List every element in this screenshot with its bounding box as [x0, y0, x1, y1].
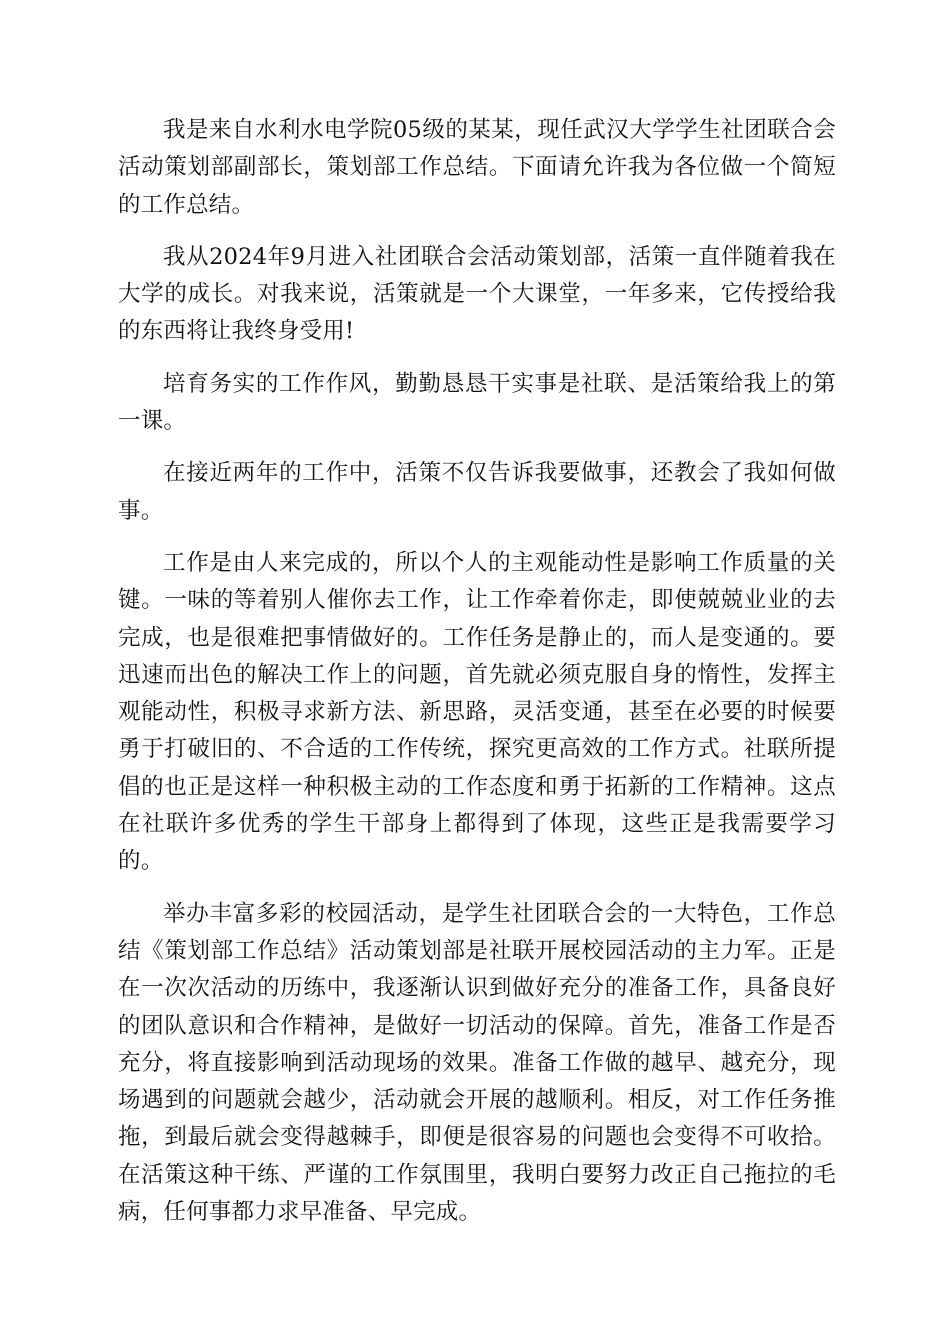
paragraph-1: 我是来自水利水电学院05级的某某，现任武汉大学学生社团联合会活动策划部副部长，策划部工作总结。下面请允许我为各位做一个简短的工作总结。 — [118, 117, 836, 218]
paragraph-5: 工作是由人来完成的，所以个人的主观能动性是影响工作质量的关键。一味的等着别人催你去工作，让工作牵着你走，即使兢兢业业的去完成，也是很难把事情做好的。工作任务是静止的，而人是变通的。要迅速而出色的解决工作上的问题，首先就必须克服自身的惰性，发挥主观能动性，积极寻求新方法、新思路，灵活变通，甚至在必要的时候要勇于打破旧的、不合适的工作传统，探究更高效的工作方式。社联所提倡的也正是这样一种积极主动的工作态度和勇于拓新的工作精神。这点在社联许多优秀的学生干部身上都得到了体现，这些正是我需要学习的。 — [118, 549, 836, 875]
paragraph-6: 举办丰富多彩的校园活动，是学生社团联合会的一大特色，工作总结《策划部工作总结》活动策划部是社联开展校园活动的主力军。正是在一次次活动的历练中，我逐渐认识到做好充分的准备工作，具备良好的团队意识和合作精神，是做好一切活动的保障。首先，准备工作是否充分，将直接影响到活动现场的效果。准备工作做的越早、越充分，现场遇到的问题就会越少，活动就会开展的越顺利。相反，对工作任务推拖，到最后就会变得越棘手，即便是很容易的问题也会变得不可收拾。在活策这种干练、严谨的工作氛围里，我明白要努力改正自己拖拉的毛病，任何事都力求早准备、早完成。 — [118, 900, 836, 1226]
document-body — [118, 112, 836, 1246]
paragraph-3: 培育务实的工作作风，勤勤恳恳干实事是社联、是活策给我上的第一课。 — [118, 370, 836, 435]
paragraph-2: 我从2024年9月进入社团联合会活动策划部，活策一直伴随着我在大学的成长。对我来说，活策就是一个大课堂，一年多来，它传授给我的东西将让我终身受用! — [118, 243, 836, 345]
paragraph-4: 在接近两年的工作中，活策不仅告诉我要做事，还教会了我如何做事。 — [118, 460, 836, 524]
